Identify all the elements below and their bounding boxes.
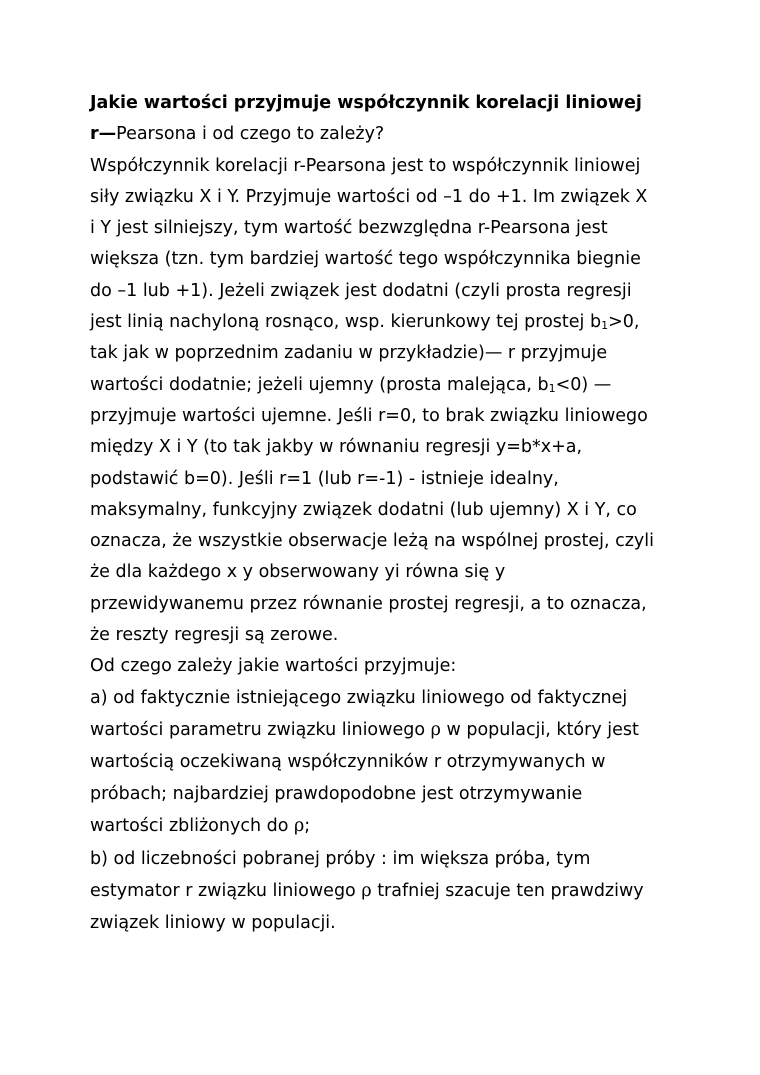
subscript: 1 [548,381,556,395]
item-b-line: b) od liczebności pobranej próby : im większa próba, tym [90,848,591,869]
paragraph-1-line [90,307,680,338]
item-a-line: próbach; najbardziej prawdopodobne jest otrzymywanie [90,783,583,804]
paragraph-1-line: siły związku X i Y. Przyjmuje wartości od –1 do +1. Im związek X [90,186,648,207]
text-segment: <0) — [555,374,612,395]
text-segment: wartości parametru związku liniowego [90,719,431,740]
item-b-line [90,875,680,909]
paragraph-1-line: przewidywanemu przez równanie prostej regresji, a to oznacza, [90,593,647,614]
paragraph-1-line: oznacza, że wszystkie obserwacje leżą na wspólnej prostej, czyli [90,531,655,552]
paragraph-1-line: do –1 lub +1). Jeżeli związek jest dodatni (czyli prosta regresji [90,280,632,301]
rho-symbol: ρ [293,816,305,837]
text-segment: estymator r związku liniowego [90,880,362,901]
item-a-line [90,714,680,748]
title-bold-r: r— [90,124,117,145]
title-rest: Pearsona i od czego to zależy? [116,124,385,145]
rho-symbol: ρ [430,719,441,740]
document-body [90,88,680,940]
item-a-line: wartością oczekiwaną współczynników r otrzymywanych w [90,752,606,773]
paragraph-1-line: tak jak w poprzednim zadaniu w przykładzie)— r przyjmuje [90,343,608,364]
paragraph-1-line: że dla każdego x y obserwowany yi równa się y [90,562,506,583]
paragraph-1-line: przyjmuje wartości ujemne. Jeśli r=0, to brak związku liniowego [90,405,648,426]
title-line-1: Jakie wartości przyjmuje współczynnik korelacji liniowej [90,93,642,113]
paragraph-1-line: między X i Y (to tak jakby w równaniu regresji y=b*x+a, [90,437,583,458]
text-segment: wartości zbliżonych do [90,816,294,837]
text-segment: wartości dodatnie; jeżeli ujemny (prosta malejąca, b [90,374,549,395]
paragraph-1-line: że reszty regresji są zerowe. [90,625,339,646]
text-segment: >0, [608,312,640,333]
item-b-line: związek liniowy w populacji. [90,913,336,934]
paragraph-2-line: Od czego zależy jakie wartości przyjmuje: [90,656,457,677]
paragraph-1-line: większa (tzn. tym bardziej wartość tego współczynnika biegnie [90,249,641,270]
paragraph-1-line: Współczynnik korelacji r-Pearsona jest to współczynnik liniowej [90,155,641,176]
paragraph-1-line: maksymalny, funkcyjny związek dodatni (lub ujemny) X i Y, co [90,499,637,520]
subscript: 1 [601,319,609,333]
paragraph-1-line [90,370,680,401]
paragraph-1-line: i Y jest silniejszy, tym wartość bezwzględna r-Pearsona jest [90,218,608,239]
item-a-line [90,810,680,844]
paragraph-1-line: podstawić b=0). Jeśli r=1 (lub r=-1) - istnieje idealny, [90,468,559,489]
rho-symbol: ρ [361,880,372,901]
text-segment: ; [304,816,311,837]
text-segment: trafniej szacuje ten prawdziwy [371,880,644,901]
item-a-line: a) od faktycznie istniejącego związku liniowego od faktycznej [90,687,628,708]
text-segment: jest linią nachyloną rosnąco, wsp. kierunkowy tej prostej b [90,312,602,333]
text-segment: w populacji, który jest [440,719,639,740]
title-line-2 [90,119,680,150]
